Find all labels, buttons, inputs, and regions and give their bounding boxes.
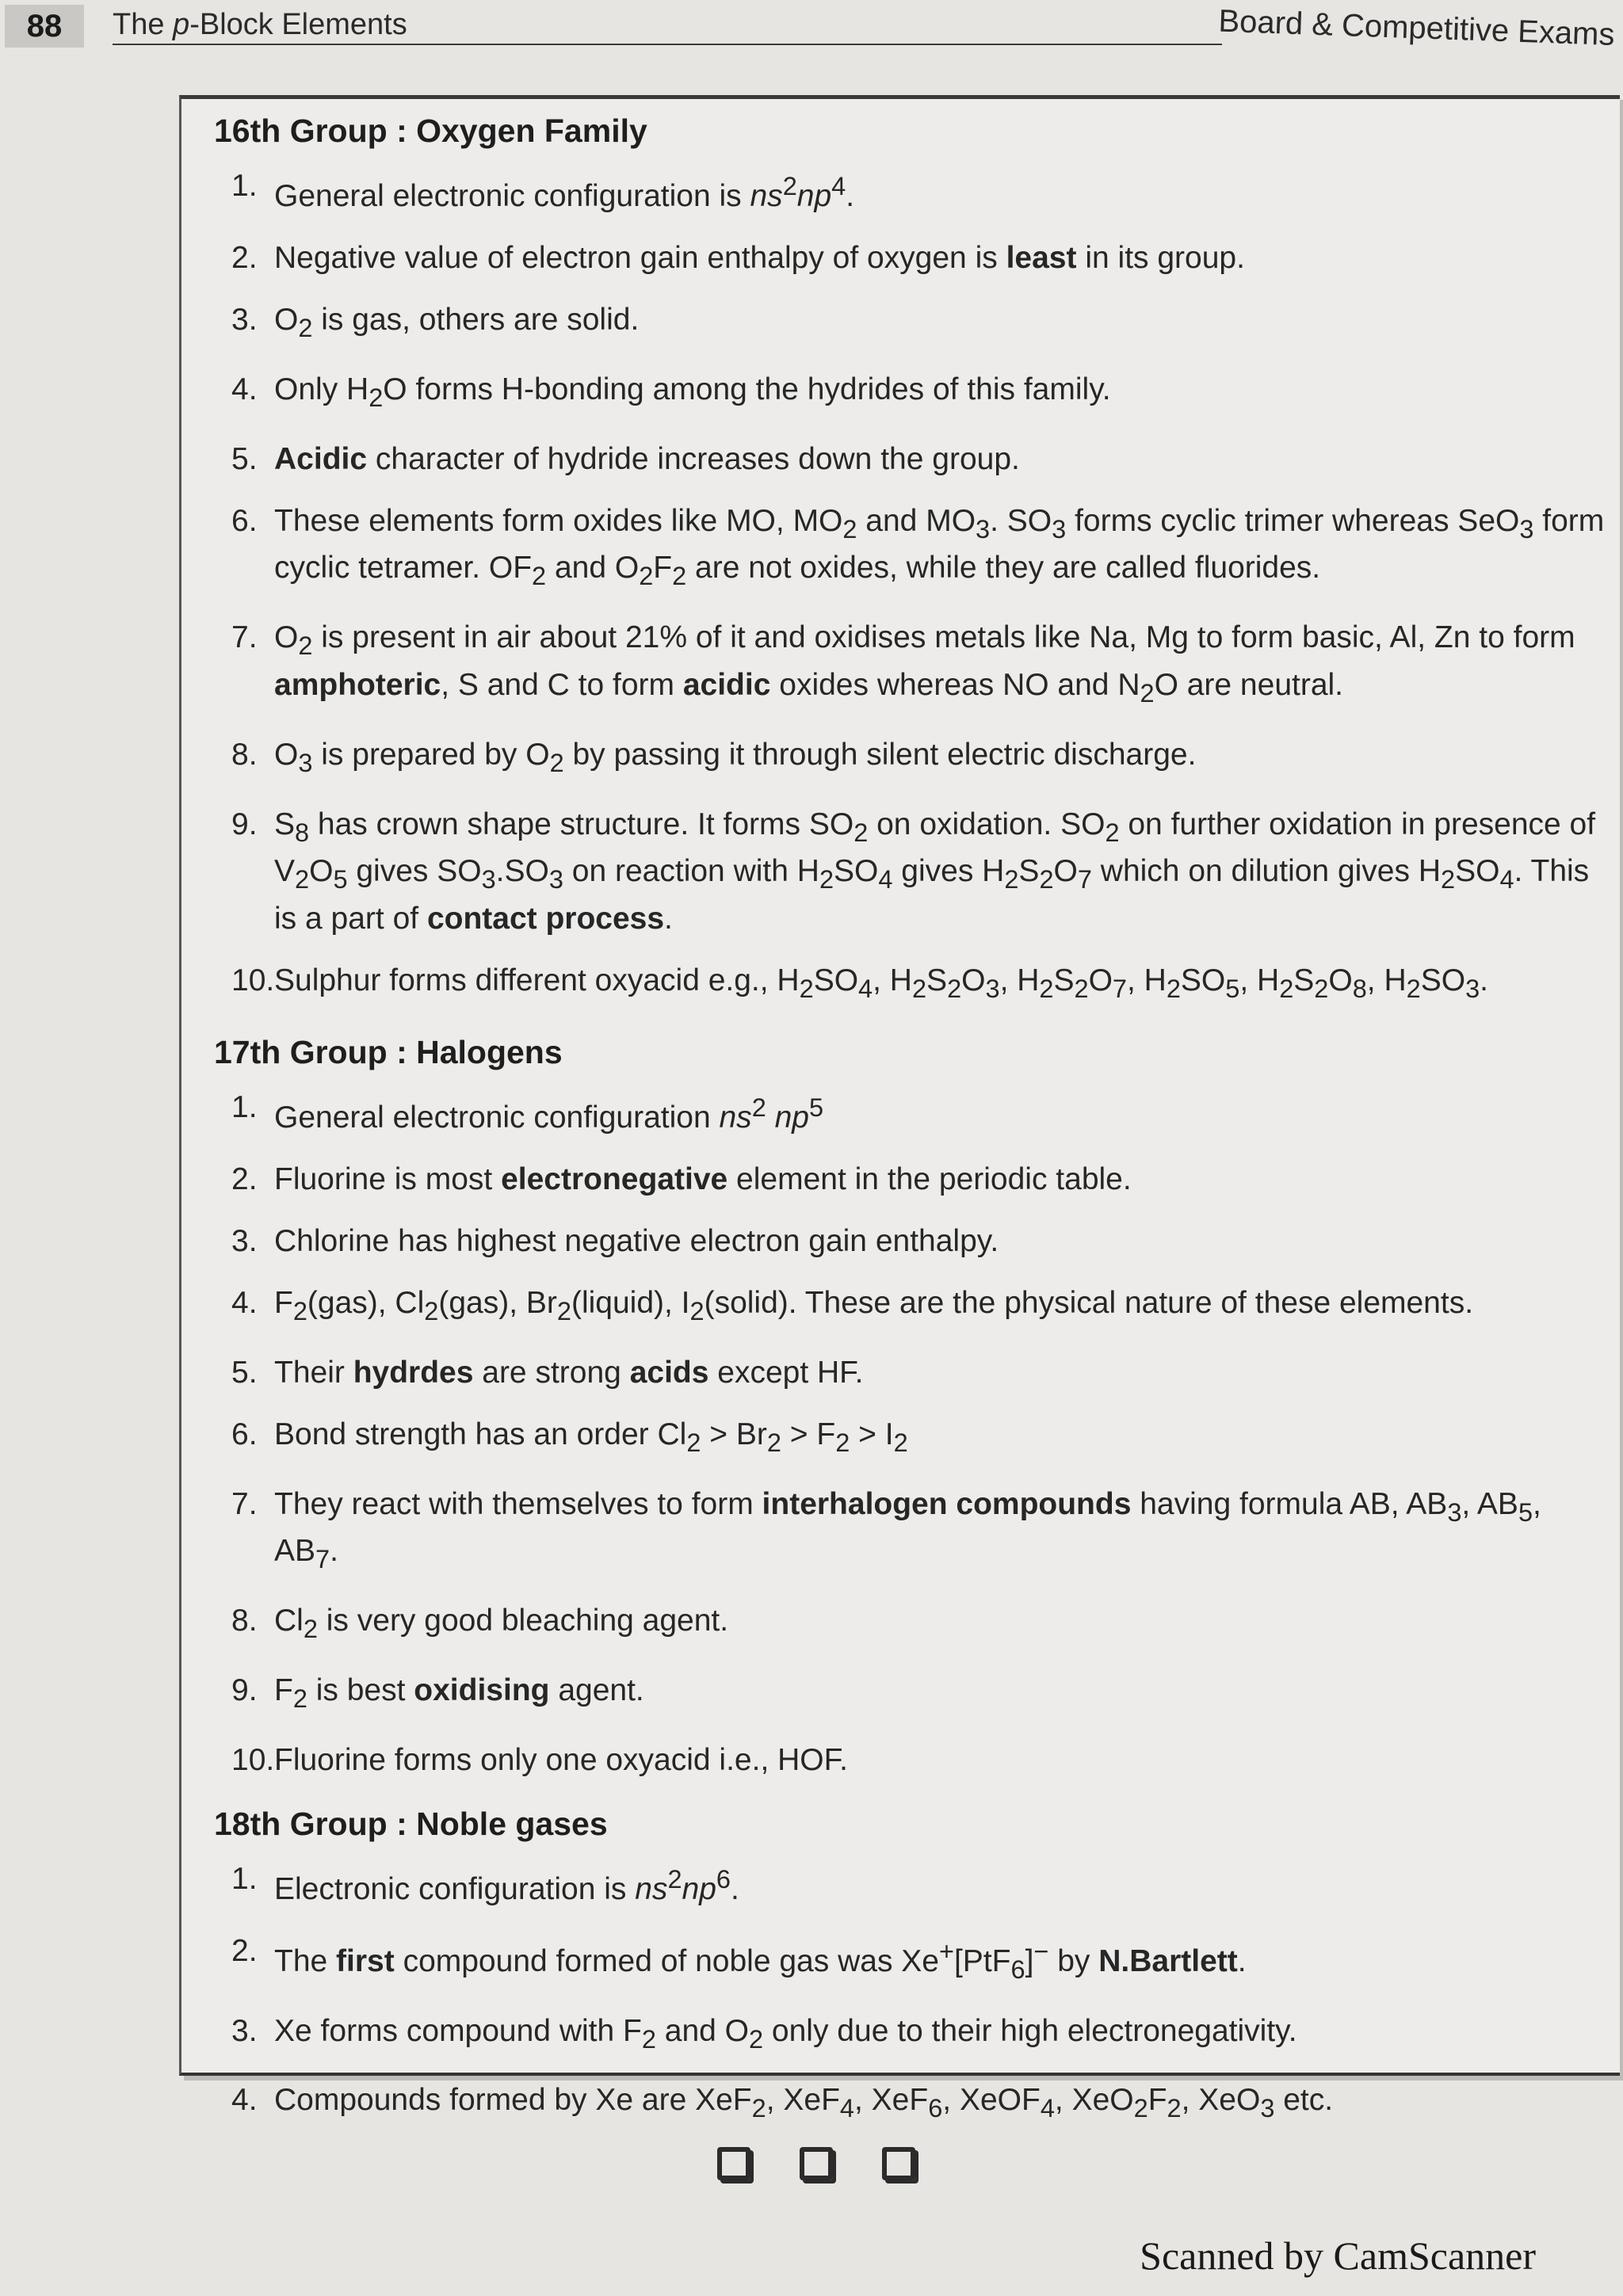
- item-number: 1.: [231, 1089, 258, 1124]
- item-number: 5.: [231, 1355, 258, 1390]
- item-number: 3.: [231, 2013, 258, 2048]
- item-text: Negative value of electron gain enthalpy of oxygen is least in its group.: [274, 241, 1245, 275]
- item-number: 3.: [231, 1223, 258, 1258]
- item-number: 7.: [231, 1486, 258, 1521]
- page-header: [0, 0, 1623, 63]
- scanner-watermark: Scanned by CamScanner: [1140, 2233, 1536, 2278]
- list-item: [214, 300, 1609, 348]
- end-marker: [717, 2147, 923, 2187]
- item-text: Chlorine has highest negative electron gain enthalpy.: [274, 1223, 999, 1258]
- section-title: 18th Group : Noble gases: [214, 1805, 608, 1842]
- item-text: Xe forms compound with $F_2$ and $O_2$ only due to their high electronegativity.: [274, 2013, 1297, 2054]
- list-item: [214, 2081, 1609, 2128]
- header-right-text: Board & Competitive Exams: [1217, 3, 1615, 52]
- list-item: [214, 961, 1609, 1009]
- item-text: $S_8$ has crown shape structure. It forms $SO_2$ on oxidation. $SO_2$ on further oxidation in presence of $V_2O_5$ gives $SO_3.SO_3$ on reaction with $H_2SO_4$ gives $H_2S_2O_7$ which on dilution gives $H_2SO_4$. This is a part of contact process.: [274, 807, 1596, 936]
- item-text: $Cl_2$ is very good bleaching agent.: [274, 1604, 729, 1643]
- item-text: Only $H_2O$ forms H-bonding among the hydrides of this family.: [274, 372, 1111, 412]
- item-text: $O_3$ is prepared by $O_2$ by passing it through silent electric discharge.: [274, 737, 1197, 777]
- section-2: [214, 1031, 1609, 1780]
- item-text: $F_2$ is best oxidising agent.: [274, 1672, 644, 1713]
- list-item: [214, 805, 1609, 940]
- item-text: Fluorine forms only one oxyacid i.e., HOF.: [274, 1742, 848, 1777]
- page-number: 88: [5, 5, 84, 48]
- list-item: [214, 1601, 1609, 1649]
- list-item: [214, 735, 1609, 783]
- item-number: 2.: [231, 241, 258, 275]
- list-item: [214, 1353, 1609, 1393]
- item-text: General electronic configuration is $ns^2np^4$.: [274, 172, 855, 213]
- item-number: 6.: [231, 503, 258, 538]
- item-number: 8.: [231, 1604, 258, 1638]
- list-item: [214, 1671, 1609, 1718]
- list-item: [214, 1415, 1609, 1463]
- item-number: 7.: [231, 620, 258, 655]
- item-text: $O_2$ is present in air about 21% of it and oxidises metals like Na, Mg to form basic, Al, Zn to form amphoteric, S and C to form acidic oxides whereas NO and $N_2O$ are neutral.: [274, 620, 1575, 707]
- list-item: [214, 1485, 1609, 1580]
- item-number: 9.: [231, 807, 258, 841]
- item-number: 3.: [231, 303, 258, 337]
- item-number: 10.: [231, 1742, 275, 1777]
- item-number: 4.: [231, 2083, 258, 2118]
- item-number: 4.: [231, 1285, 258, 1320]
- list-item: [214, 370, 1609, 418]
- list-item: [214, 1859, 1609, 1909]
- chapter-title-prefix: The: [113, 8, 174, 41]
- item-number: 5.: [231, 441, 258, 476]
- item-number: 2.: [231, 1933, 258, 1968]
- item-text: $F_2(gas)$, $Cl_2(gas)$, $Br_2(liquid)$, $I_2(solid)$. These are the physical nature of these elements.: [274, 1285, 1474, 1325]
- item-text: They react with themselves to form interhalogen compounds having formula AB, $AB_3$, $AB_5$, $AB_7$.: [274, 1486, 1541, 1574]
- item-text: $O_2$ is gas, others are solid.: [274, 303, 640, 342]
- list-item: [214, 238, 1609, 278]
- list-item: [214, 1741, 1609, 1780]
- list-item: [214, 618, 1609, 713]
- item-number: 6.: [231, 1417, 258, 1451]
- item-text: Electronic configuration is $ns^2np^6$.: [274, 1864, 739, 1906]
- list-item: [214, 502, 1609, 597]
- section-3: [214, 1802, 1609, 2128]
- item-number: 1.: [231, 1861, 258, 1896]
- end-square-icon: [882, 2147, 915, 2180]
- item-number: 2.: [231, 1161, 258, 1196]
- item-text: Bond strength has an order $Cl_2 > Br_2 > F_2 > I_2$: [274, 1417, 908, 1457]
- item-number: 8.: [231, 737, 258, 772]
- list-item: [214, 166, 1609, 216]
- chapter-title-italic: p: [173, 8, 190, 41]
- item-number: 10.: [231, 963, 275, 998]
- item-number: 1.: [231, 169, 258, 203]
- list-item: [214, 1160, 1609, 1199]
- item-text: Compounds formed by Xe are XeF$_2$, XeF$_4$, XeF$_6$, XeOF$_4$, $XeO_2F_2$, XeO$_3$ etc.: [274, 2083, 1334, 2123]
- item-number: 4.: [231, 372, 258, 406]
- item-number: 9.: [231, 1672, 258, 1707]
- list-item: [214, 1932, 1609, 1989]
- chapter-title: [113, 8, 1222, 45]
- list-item: [214, 440, 1609, 479]
- list-item: [214, 2012, 1609, 2059]
- end-square-icon: [717, 2147, 750, 2180]
- chapter-title-suffix: -Block Elements: [189, 8, 407, 41]
- list-item: [214, 1088, 1609, 1138]
- item-text: Sulphur forms different oxyacid e.g., $H_2SO_4$, $H_2S_2O_3$, $H_2S_2O_7$, $H_2SO_5$, $H_2S_2O_8$, $H_2SO_3$.: [274, 963, 1488, 1003]
- list-item: [214, 1283, 1609, 1331]
- end-square-icon: [800, 2147, 833, 2180]
- item-text: Fluorine is most electronegative element in the periodic table.: [274, 1161, 1132, 1196]
- item-text: Acidic character of hydride increases down the group.: [274, 441, 1020, 476]
- item-text: Their hydrdes are strong acids except HF.: [274, 1355, 864, 1390]
- section-1: [214, 109, 1609, 1009]
- summary-content: [214, 109, 1609, 2150]
- section-title: 16th Group : Oxygen Family: [214, 113, 647, 149]
- item-text: The first compound formed of noble gas was Xe+[PtF$_6$]− by N.Bartlett.: [274, 1936, 1247, 1984]
- section-title: 17th Group : Halogens: [214, 1033, 563, 1070]
- item-text: These elements form oxides like MO, $MO_2$ and $MO_3$. $SO_3$ forms cyclic trimer whereas SeO$_3$ form cyclic tetramer. $OF_2$ and $O_2F_2$ are not oxides, while they are called fluorides.: [274, 503, 1605, 591]
- item-text: General electronic configuration $ns^2$ $np^5$: [274, 1093, 824, 1135]
- list-item: [214, 1222, 1609, 1261]
